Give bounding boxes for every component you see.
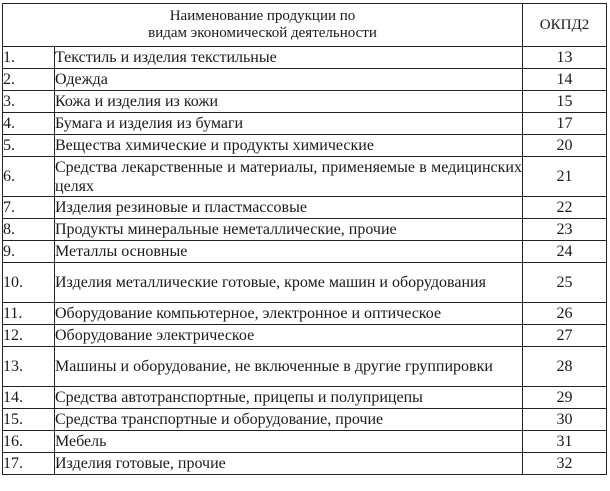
row-name: Изделия резиновые и пластмассовые (55, 197, 523, 219)
row-name: Машины и оборудование, не включенные в другие группировки (55, 347, 523, 387)
row-number: 2. (3, 69, 55, 91)
table-row (3, 325, 607, 347)
row-number: 3. (3, 91, 55, 113)
row-number: 6. (3, 157, 55, 197)
row-name: Средства автотранспортные, прицепы и полуприцепы (55, 387, 523, 409)
row-number: 1. (3, 47, 55, 69)
row-name: Текстиль и изделия текстильные (55, 47, 523, 69)
row-number: 14. (3, 387, 55, 409)
row-number: 11. (3, 303, 55, 325)
row-code: 28 (523, 347, 607, 387)
table-row (3, 387, 607, 409)
table-row (3, 453, 607, 475)
row-name: Одежда (55, 69, 523, 91)
row-name: Мебель (55, 431, 523, 453)
table-row (3, 135, 607, 157)
row-code: 29 (523, 387, 607, 409)
row-name: Средства лекарственные и материалы, применяемые в медицинских целях (55, 158, 522, 195)
row-code: 26 (523, 303, 607, 325)
row-number: 9. (3, 241, 55, 263)
row-code: 32 (523, 453, 607, 475)
table-row (3, 197, 607, 219)
code-column-header: ОКПД2 (523, 4, 607, 47)
row-code: 25 (523, 263, 607, 303)
table-row (3, 69, 607, 91)
row-number: 17. (3, 453, 55, 475)
row-number: 13. (3, 347, 55, 387)
row-name: Продукты минеральные неметаллические, прочие (55, 219, 523, 241)
row-code: 22 (523, 197, 607, 219)
table-row (3, 241, 607, 263)
row-code: 17 (523, 113, 607, 135)
table-header-row (3, 4, 607, 47)
row-name: Изделия готовые, прочие (55, 453, 523, 475)
table-row (3, 347, 607, 387)
row-code: 14 (523, 69, 607, 91)
row-number: 15. (3, 409, 55, 431)
name-column-header (3, 4, 523, 47)
row-code: 23 (523, 219, 607, 241)
table-row (3, 113, 607, 135)
okpd-table (2, 3, 607, 475)
row-name: Оборудование электрическое (55, 325, 523, 347)
table-row (3, 303, 607, 325)
row-name: Кожа и изделия из кожи (55, 91, 523, 113)
row-number: 5. (3, 135, 55, 157)
row-code: 24 (523, 241, 607, 263)
table-row (3, 91, 607, 113)
row-code: 15 (523, 91, 607, 113)
name-header-line1: Наименование продукции по (169, 8, 356, 24)
row-code: 31 (523, 431, 607, 453)
row-name: Бумага и изделия из бумаги (55, 113, 523, 135)
row-name: Изделия металлические готовые, кроме машин и оборудования (55, 263, 523, 303)
table-row (3, 157, 607, 197)
row-number: 12. (3, 325, 55, 347)
table-row (3, 219, 607, 241)
row-number: 16. (3, 431, 55, 453)
table-row (3, 431, 607, 453)
row-code: 20 (523, 135, 607, 157)
row-name: Металлы основные (55, 241, 523, 263)
row-name: Вещества химические и продукты химические (55, 135, 523, 157)
row-number: 4. (3, 113, 55, 135)
table-row (3, 47, 607, 69)
row-code: 21 (523, 157, 607, 197)
table-row (3, 263, 607, 303)
row-name: Средства транспортные и оборудование, прочие (55, 409, 523, 431)
row-code: 27 (523, 325, 607, 347)
name-header-line2: видам экономической деятельности (148, 25, 377, 41)
row-name: Оборудование компьютерное, электронное и оптическое (55, 303, 523, 325)
row-code: 30 (523, 409, 607, 431)
row-number: 10. (3, 263, 55, 303)
row-number: 8. (3, 219, 55, 241)
row-code: 13 (523, 47, 607, 69)
row-number: 7. (3, 197, 55, 219)
table-row (3, 409, 607, 431)
